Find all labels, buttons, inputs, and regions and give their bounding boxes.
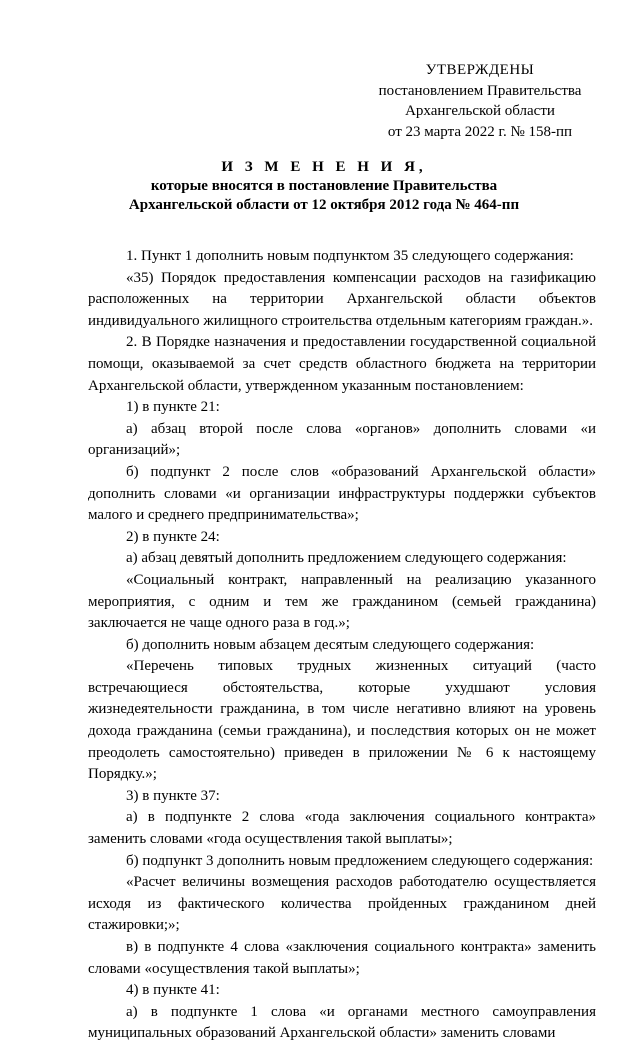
approval-line-2: Архангельской области [405, 103, 555, 120]
paragraph: в) в подпункте 4 слова «заключения социального контракта» заменить словами «осуществления такой выплаты»; [88, 939, 596, 977]
paragraph: а) в подпункте 1 слова «и органами местного самоуправления муниципальных образований Архангельской области» заменить словами [88, 1003, 596, 1042]
paragraph: 1) в пункте 21: [126, 399, 220, 416]
paragraph: а) в подпункте 2 слова «года заключения социального контракта» заменить словами «года осуществления такой выплаты»; [88, 809, 596, 848]
paragraph: «35) Порядок предоставления компенсации расходов на газификацию расположенных на территории Архангельской области объектов индивидуального жилищного строительства отдельным категориям граждан.». [88, 269, 596, 329]
approval-line-3: от 23 марта 2022 г. № 158-пп [387, 123, 573, 140]
heading-line-1: которые вносятся в постановление Правительства [150, 178, 498, 195]
paragraph: 3) в пункте 37: [126, 787, 220, 804]
paragraph: «Расчет величины возмещения расходов работодателю осуществляется исходя из фактического количества пройденных гражданином дней стажировки;»; [88, 874, 596, 934]
document-body [88, 246, 596, 1045]
paragraph: 2) в пункте 24: [126, 528, 220, 545]
paragraph: б) подпункт 3 дополнить новым предложением следующего содержания: [126, 852, 594, 869]
paragraph: 1. Пункт 1 дополнить новым подпунктом 35 следующего содержания: [126, 248, 574, 264]
paragraph: б) дополнить новым абзацем десятым следующего содержания: [126, 636, 535, 653]
paragraph: а) абзац девятый дополнить предложением следующего содержания: [126, 550, 567, 567]
approval-title: УТВЕРЖДЕНЫ [425, 62, 535, 78]
paragraph: а) абзац второй после слова «органов» дополнить словами «и организаций»; [88, 420, 596, 459]
approval-line-1: постановлением Правительства [378, 82, 582, 99]
approval-stamp [360, 60, 600, 142]
paragraph: 4) в пункте 41: [126, 982, 220, 999]
paragraph: «Перечень типовых трудных жизненных ситуаций (часто встречающиеся обстоятельства, которые ухудшают условия жизнедеятельности гражданина, в том числе негативно влияют на уровень дохода гражданина (семьи гражданина), и последствия которых он не может преодолеть самостоятельно) приведен в приложении № 6 к настоящему Порядку.»; [88, 658, 596, 783]
paragraph: 2. В Порядке назначения и предоставлении государственной социальной помощи, оказываемой за счет средств областного бюджета на территории Архангельской области, утвержденном указанным постановлением: [88, 334, 596, 394]
heading-line-2: Архангельской области от 12 октября 2012 года № 464-пп [128, 197, 520, 214]
paragraph: б) подпункт 2 после слов «образований Архангельской области» дополнить словами «и организации инфраструктуры поддержки субъектов малого и среднего предпринимательства»; [88, 463, 596, 524]
heading-title: И З М Е Н Е Н И Я, [221, 159, 427, 175]
paragraph: «Социальный контракт, направленный на реализацию указанного мероприятия, с одним и тем же гражданином (семьей гражданина) заключается не чаще одного раза в год.»; [88, 571, 596, 632]
document-heading [96, 158, 552, 216]
